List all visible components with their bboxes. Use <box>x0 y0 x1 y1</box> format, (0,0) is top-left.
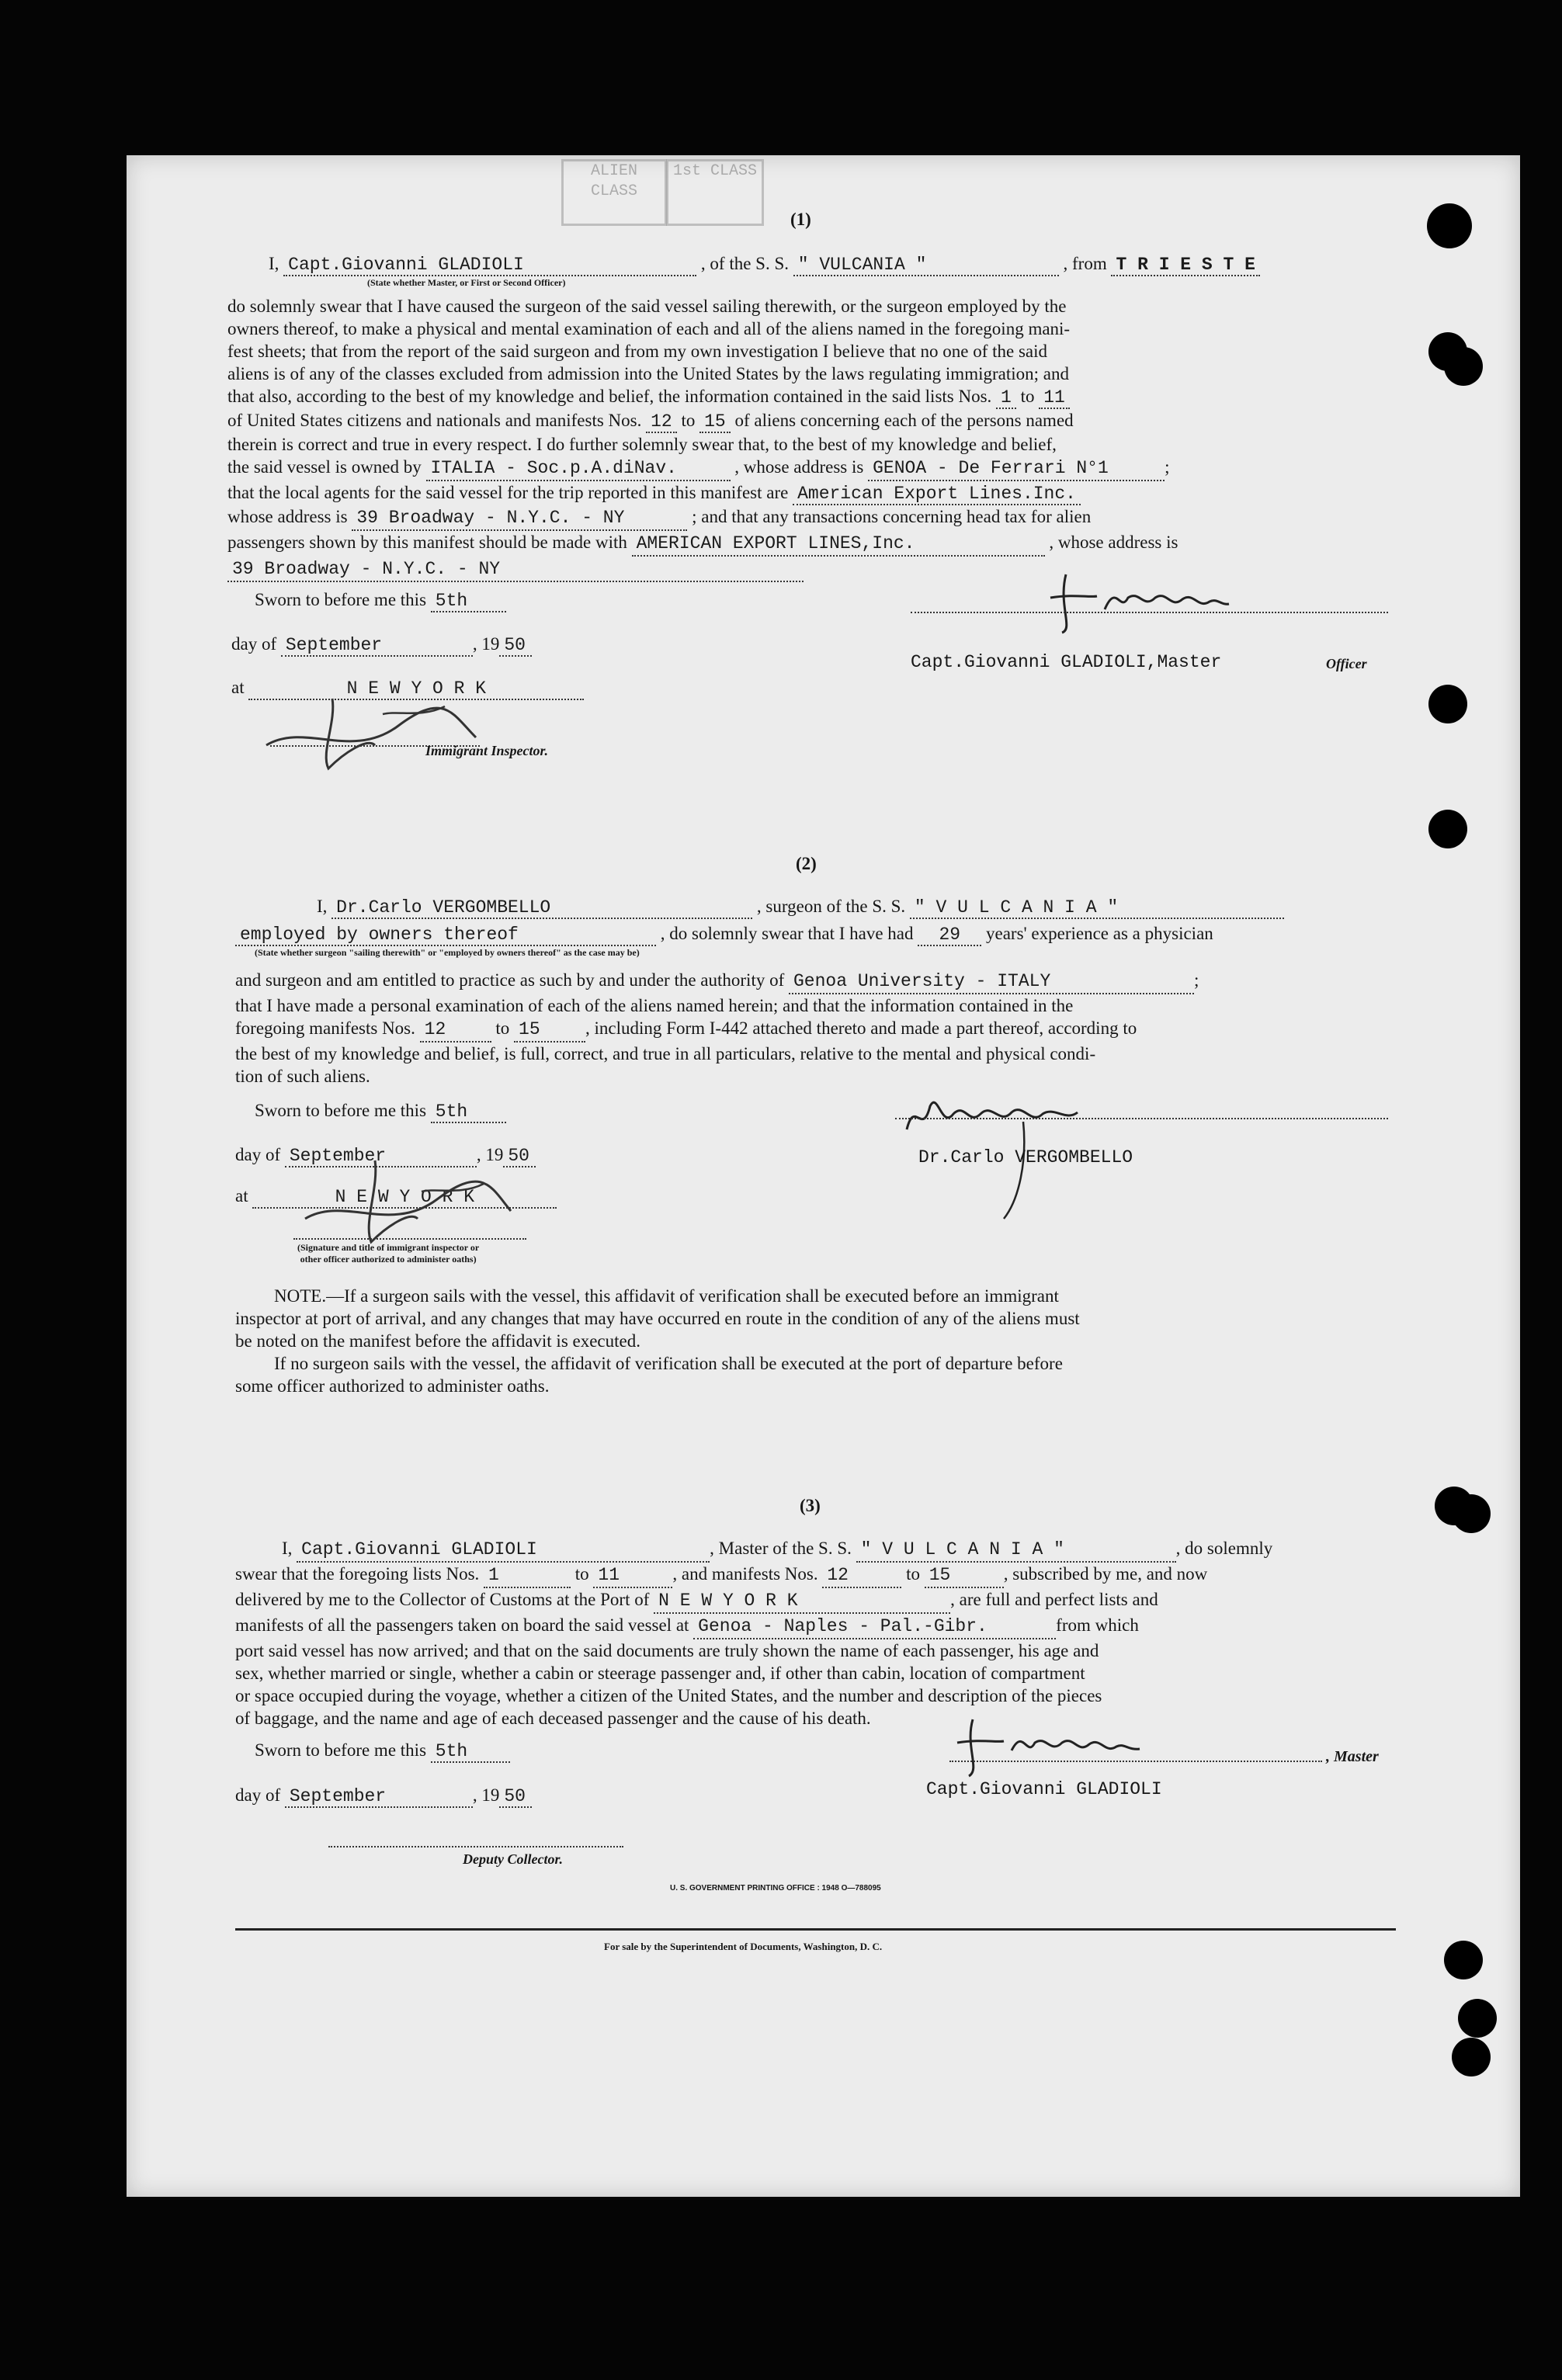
s2-year-prefix: , 19 <box>476 1145 504 1164</box>
s2-note-text: be noted on the manifest before the affidavit is executed. <box>235 1331 640 1351</box>
faint-stamp-class <box>666 159 764 226</box>
s1-text: fest sheets; that from the report of the said surgeon and from my own investigation I believe that no one of the said <box>227 342 1048 361</box>
s3-lists-from: 1 <box>484 1564 571 1588</box>
s3-text: of baggage, and the name and age of each deceased passenger and the cause of his death. <box>235 1709 871 1728</box>
s2-surgeon-name: Dr.Carlo VERGOMBELLO <box>331 897 752 919</box>
s2-to: to <box>495 1018 510 1038</box>
s1-inspector-label: Immigrant Inspector. <box>425 743 549 758</box>
s1-text: , whose address is <box>734 457 864 477</box>
s3-text: delivered by me to the Collector of Customs at the Port of <box>235 1590 650 1609</box>
s1-lists-from: 1 <box>996 387 1016 409</box>
s2-manifests-to: 15 <box>514 1018 585 1043</box>
s1-year: 50 <box>499 635 532 657</box>
s1-text-agents <box>227 481 1178 505</box>
s3-to: to <box>906 1564 920 1584</box>
s3-text: from which <box>1056 1615 1139 1635</box>
s2-text: tion of such aliens. <box>235 1067 370 1086</box>
s2-text: that I have made a personal examination of each of the aliens named herein; and that the information contained in the <box>235 996 1074 1015</box>
s1-text-agents-address <box>227 505 1178 531</box>
master-signature-3 <box>949 1716 1151 1778</box>
s2-years: 29 <box>918 925 981 946</box>
s3-signer: Capt.Giovanni GLADIOLI <box>926 1779 1162 1799</box>
s1-year-prefix: , 19 <box>472 634 500 654</box>
s1-sworn-day: 5th <box>431 591 506 612</box>
s1-text-headtax <box>227 531 1178 557</box>
punch-hole <box>1452 2038 1491 2076</box>
s1-from: , from <box>1063 254 1107 273</box>
inspector-signature-2 <box>290 1157 522 1250</box>
gpo-imprint: U. S. GOVERNMENT PRINTING OFFICE : 1948 O—788095 <box>670 1884 881 1893</box>
s1-text: of aliens concerning each of the persons named <box>734 411 1074 430</box>
stamp-text: 1st CLASS <box>672 162 758 180</box>
s1-owner: ITALIA - Soc.p.A.diNav. <box>426 457 731 481</box>
s2-text: , do solemnly swear that I have had <box>660 924 914 943</box>
s1-lists-to: 11 <box>1039 387 1070 409</box>
s2-text-manifests <box>235 1017 1199 1043</box>
s1-to: to <box>681 411 696 430</box>
s2-at-label: at <box>235 1186 248 1206</box>
s3-text: manifests of all the passengers taken on board the said vessel at <box>235 1615 689 1635</box>
s2-text-authority: and surgeon and am entitled to practice as such by and under the authority of Genoa University - ITALY ; <box>235 969 1199 994</box>
s1-text: ; and that any transactions concerning head tax for alien <box>692 507 1092 526</box>
s3-line-1 <box>235 1563 1272 1588</box>
s1-text-manifests <box>227 409 1178 433</box>
s1-text: whose address is <box>227 507 348 526</box>
s2-text: the best of my knowledge and belief, is full, correct, and true in all particulars, relative to the mental and physical condi- <box>235 1044 1096 1063</box>
s2-month: September <box>285 1146 477 1167</box>
inspector-signature-1 <box>259 691 491 776</box>
s3-year-prefix: , 19 <box>472 1785 500 1805</box>
s1-text: that the local agents for the said vessel for the trip reported in this manifest are <box>227 483 789 502</box>
s2-text: foregoing manifests Nos. <box>235 1018 415 1038</box>
s1-place: N E W Y O R K <box>248 678 584 700</box>
s2-manifests-from: 12 <box>420 1018 491 1043</box>
s2-text: years' experience as a physician <box>986 924 1213 943</box>
s1-vessel: " VULCANIA " <box>793 255 1059 276</box>
s3-master-name: Capt.Giovanni GLADIOLI <box>297 1539 710 1563</box>
stamp-text: CLASS <box>590 182 637 200</box>
s2-surgeon-of: , surgeon of the S. S. <box>756 897 906 916</box>
s2-day-of-label: day of <box>235 1145 281 1164</box>
s2-sworn-day: 5th <box>431 1102 506 1123</box>
s1-headtax-address: 39 Broadway - N.Y.C. - NY <box>227 558 804 582</box>
s3-line-0 <box>235 1537 1272 1563</box>
s1-text: of United States citizens and nationals and manifests Nos. <box>227 411 642 430</box>
punch-hole <box>1452 1494 1491 1533</box>
s1-text: the said vessel is owned by <box>227 457 422 477</box>
s1-agents: American Export Lines.Inc. <box>793 484 1081 505</box>
footer-rule <box>235 1928 1396 1931</box>
s3-to: to <box>574 1564 589 1584</box>
s3-year: 50 <box>499 1786 532 1808</box>
s1-text: therein is correct and true in every respect. I do further solemnly swear that, to the best of my knowledge and belief, <box>227 435 1057 454</box>
s3-i: I, <box>282 1539 293 1558</box>
s1-date-line <box>231 634 532 657</box>
s3-text: , are full and perfect lists and <box>950 1590 1158 1609</box>
s1-text-lists <box>227 385 1178 409</box>
s1-day-of-label: day of <box>231 634 277 654</box>
s2-note <box>235 1285 1080 1397</box>
s1-master-name: Capt.Giovanni GLADIOLI <box>283 255 696 276</box>
s2-sworn-label: Sworn to before me this <box>255 1101 427 1120</box>
s2-sig-note-2: other officer authorized to administer oaths) <box>300 1254 477 1265</box>
s1-text: aliens is of any of the classes excluded from admission into the United States by the laws regulating immigration; and <box>227 364 1069 383</box>
s2-note-text: some officer authorized to administer oaths. <box>235 1376 550 1396</box>
s3-master-label: , Master <box>1326 1748 1379 1765</box>
punch-hole <box>1428 810 1467 848</box>
s3-text: port said vessel has now arrived; and that on the said documents are truly shown the name of each passenger, his age and <box>235 1641 1099 1660</box>
s1-to: to <box>1020 387 1035 406</box>
s3-day-of-label: day of <box>235 1785 281 1805</box>
s2-line-0 <box>317 897 1284 919</box>
s3-manifests-to: 15 <box>925 1564 1004 1588</box>
punch-hole <box>1428 685 1467 723</box>
section-1-number: (1) <box>790 210 811 229</box>
faint-stamp <box>561 159 667 226</box>
s1-text-owner: the said vessel is owned by ITALIA - Soc.p.A.diNav. , whose address is GENOA - De Ferrari N°1 ; <box>227 456 1178 481</box>
s1-signer: Capt.Giovanni GLADIOLI,Master <box>911 652 1222 672</box>
s2-text: and surgeon and am entitled to practice as such by and under the authority of <box>235 970 785 990</box>
inspector-line-2 <box>293 1238 526 1240</box>
s1-manifests-from: 12 <box>646 411 677 433</box>
s1-text: that also, according to the best of my knowledge and belief, the information contained in the said lists Nos. <box>227 387 992 406</box>
s1-paragraph <box>227 295 1178 582</box>
s3-date-line <box>235 1785 532 1808</box>
s2-note-text: inspector at port of arrival, and any changes that may have occurred en route in the condition of any of the aliens must <box>235 1309 1080 1328</box>
s2-line-1 <box>235 924 1213 946</box>
s3-sworn-label: Sworn to before me this <box>255 1740 427 1760</box>
s2-place: N E W Y O R K <box>252 1187 557 1209</box>
master-sign-line <box>911 612 1388 613</box>
s3-sworn-line <box>255 1740 510 1763</box>
s3-paragraph <box>235 1537 1272 1729</box>
s3-manifests-from: 12 <box>822 1564 901 1588</box>
s3-deputy-label: Deputy Collector. <box>463 1851 563 1867</box>
deputy-line <box>328 1846 623 1847</box>
s1-officer-label: Officer <box>1326 656 1367 671</box>
s2-i: I, <box>317 897 328 916</box>
section-3-number: (3) <box>800 1496 821 1515</box>
s2-vessel: " V U L C A N I A " <box>910 897 1284 919</box>
s3-text: , and manifests Nos. <box>672 1564 818 1584</box>
sale-notice: For sale by the Superintendent of Documents, Washington, D. C. <box>604 1941 883 1952</box>
stamp-text: ALIEN <box>590 162 637 180</box>
s2-signer: Dr.Carlo VERGOMBELLO <box>918 1147 1133 1167</box>
s2-year: 50 <box>503 1146 536 1167</box>
document-page <box>127 155 1520 2197</box>
surgeon-sign-line <box>895 1118 1388 1119</box>
s3-month: September <box>285 1786 473 1808</box>
punch-hole <box>1458 1999 1497 2038</box>
s3-vessel: " V U L C A N I A " <box>856 1539 1176 1563</box>
s1-agents-address: 39 Broadway - N.Y.C. - NY <box>352 507 687 531</box>
s3-master-of: , Master of the S. S. <box>710 1539 852 1558</box>
s1-headtax-agent: AMERICAN EXPORT LINES,Inc. <box>632 533 1045 557</box>
s2-employment: employed by owners thereof <box>235 925 656 946</box>
s3-lists-to: 11 <box>593 1564 672 1588</box>
s3-text: swear that the foregoing lists Nos. <box>235 1564 480 1584</box>
punch-hole <box>1444 1941 1483 1979</box>
s3-text: or space occupied during the voyage, whether a citizen of the United States, and the number and description of the pieces <box>235 1686 1102 1705</box>
master-sign-line-3 <box>949 1761 1322 1762</box>
punch-hole <box>1444 347 1483 386</box>
s1-at-label: at <box>231 678 245 697</box>
s1-text: , whose address is <box>1049 533 1178 552</box>
s1-owner-address: GENOA - De Ferrari N°1 <box>868 457 1165 481</box>
section-2-number: (2) <box>796 854 817 873</box>
s1-state-note: (State whether Master, or First or Second Officer) <box>367 277 566 288</box>
s1-i: I, <box>269 254 279 273</box>
s2-paragraph <box>235 969 1199 1088</box>
s2-text: , including Form I-442 attached thereto and made a part thereof, according to <box>585 1018 1137 1038</box>
s3-port: N E W Y O R K <box>654 1590 950 1614</box>
s2-sig-note-1: (Signature and title of immigrant inspector or <box>297 1242 480 1253</box>
s1-month: September <box>281 635 473 657</box>
s1-text: owners thereof, to make a physical and mental examination of each and all of the aliens named in the foregoing mani- <box>227 319 1071 338</box>
s3-text: sex, whether married or single, whether a cabin or steerage passenger and, if other than cabin, location of compartment <box>235 1664 1085 1683</box>
s3-line-2 <box>235 1588 1272 1614</box>
s3-sworn-day: 5th <box>431 1741 510 1763</box>
s2-sig-note <box>297 1242 479 1265</box>
master-signature-1 <box>1043 567 1244 637</box>
s1-manifests-to: 15 <box>699 411 731 433</box>
s2-note-text: If no surgeon sails with the vessel, the affidavit of verification shall be executed at the port of departure before <box>274 1354 1063 1373</box>
s1-sworn-label: Sworn to before me this <box>255 590 427 609</box>
s1-text: do solemnly swear that I have caused the surgeon of the said vessel sailing therewith, or the surgeon employed by the <box>227 297 1067 316</box>
s2-state-note: (State whether surgeon "sailing therewith" or "employed by owners thereof" as the case may be) <box>255 947 640 958</box>
s1-port: T R I E S T E <box>1111 255 1260 276</box>
s2-note-text: NOTE.—If a surgeon sails with the vessel, this affidavit of verification shall be executed before an immigrant <box>274 1286 1059 1306</box>
s1-line-0 <box>269 254 1260 276</box>
s2-authority: Genoa University - ITALY <box>789 970 1194 994</box>
punch-hole <box>1427 203 1472 248</box>
s3-ports: Genoa - Naples - Pal.-Gibr. <box>693 1615 1056 1639</box>
s1-text: passengers shown by this manifest should be made with <box>227 533 627 552</box>
s1-sworn-line <box>255 590 506 612</box>
s1-of-ss: , of the S. S. <box>700 254 790 273</box>
s3-text: , subscribed by me, and now <box>1003 1564 1208 1584</box>
s2-sworn-line <box>255 1101 506 1123</box>
s3-text: , do solemnly <box>1175 1539 1273 1558</box>
s3-line-3 <box>235 1614 1272 1639</box>
